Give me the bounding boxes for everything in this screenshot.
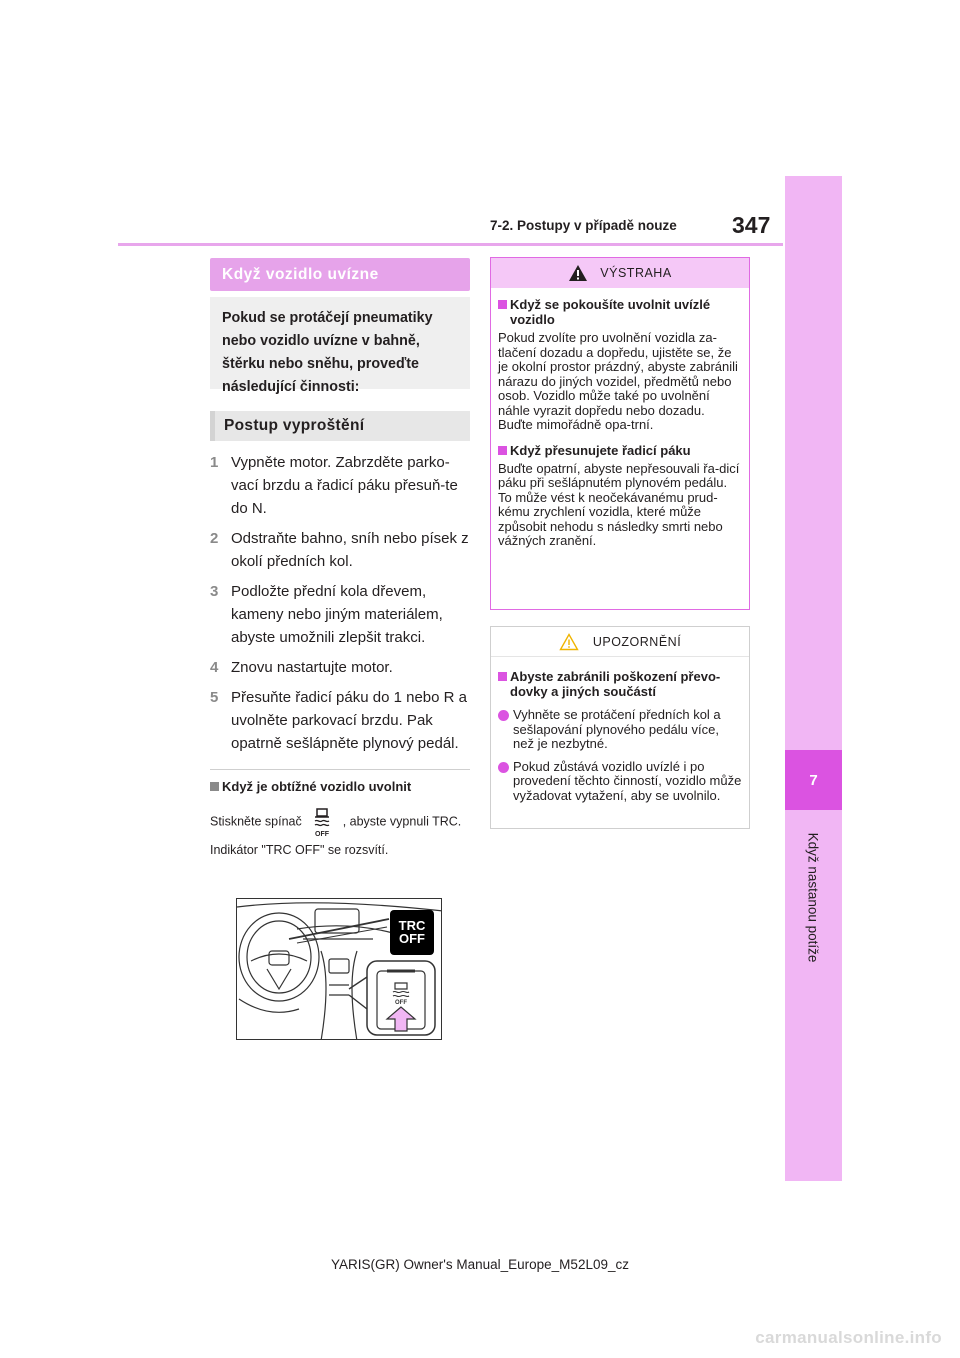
step-text: Podložte přední kola dřevem, kameny nebo jiným materiálem, abyste umožnili zlepšit trakci. — [231, 583, 443, 646]
chapter-number: 7 — [785, 750, 842, 810]
chapter-side-tab — [785, 176, 842, 1181]
step-text: Znovu nastartujte motor. — [231, 659, 393, 676]
step-item — [210, 451, 470, 520]
warning-item-text: Pokud zvolíte pro uvolnění vozidla za-tlačení dozadu a dopředu, ujistěte se, že je okolní prostor prázdný, abyste zabránili nárazu do jiných vozidel, předmětů nebo osob. Vozidlo může také po uvolnění náhle vyrazit dopředu nebo dozadu. Buďte mimořádně opa-trní. — [498, 330, 738, 432]
warning-box — [490, 257, 750, 610]
procedure-heading: Postup vyproštění — [210, 411, 470, 441]
trc-badge-line1: TRC — [398, 918, 426, 933]
main-heading: Když vozidlo uvízne — [210, 258, 470, 291]
warning-item-heading-text: Když se pokoušíte uvolnit uvízlé vozidlo — [510, 297, 711, 327]
difficult-heading-text: Když je obtížné vozidlo uvolnit — [222, 779, 412, 794]
watermark: carmanualsonline.info — [755, 1328, 942, 1347]
warning-triangle-icon — [568, 264, 588, 282]
page-number: 347 — [732, 212, 771, 238]
indicator-note: Indikátor "TRC OFF" se rozsvítí. — [210, 843, 389, 857]
bullet-dot-icon — [498, 762, 509, 773]
step-number: 1 — [210, 454, 219, 471]
warning-item-text: To může vést k neočekávanému prud-kému zrychlení vozidla, které může způsobit nehodu s následky smrti nebo vážných zranění. — [498, 489, 723, 548]
step-text: Odstraňte bahno, sníh nebo písek z okolí předních kol. — [231, 530, 469, 570]
step-text: Přesuňte řadicí páku do 1 nebo R a uvolněte parkovací brzdu. Pak opatrně sešlápněte plynový pedál. — [231, 689, 467, 752]
procedure-steps — [210, 451, 470, 755]
step-item — [210, 580, 470, 649]
square-bullet-icon — [498, 672, 507, 681]
trc-off-switch-icon — [309, 806, 335, 838]
instruction-after-icon: , abyste vypnuli TRC. — [342, 814, 462, 829]
step-number: 5 — [210, 689, 219, 706]
step-item — [210, 686, 470, 755]
switch-off-label: OFF — [315, 831, 330, 838]
trc-badge-line2: OFF — [399, 931, 425, 946]
instruction-before-icon: Stiskněte spínač — [210, 814, 302, 829]
bullet-dot-icon — [498, 710, 509, 721]
caution-bullet — [498, 760, 743, 804]
warning-item-heading — [498, 297, 743, 327]
trc-off-indicator — [390, 910, 434, 955]
square-bullet-icon — [210, 782, 219, 791]
step-item — [210, 527, 470, 573]
header-rule — [118, 243, 783, 246]
step-item — [210, 656, 470, 679]
square-bullet-icon — [498, 300, 507, 309]
difficult-heading — [210, 779, 470, 794]
caution-heading — [498, 669, 743, 699]
chapter-title: Když nastanou potíže — [805, 832, 821, 963]
warning-item-text: Buďte opatrní, abyste nepřesouvali řa-dicí páku při sešlápnutém plynovém pedálu. — [498, 460, 740, 490]
intro-box: Pokud se protáčejí pneumatiky nebo vozidlo uvízne v bahně, štěrku nebo sněhu, proveďte následující činnosti: — [210, 297, 470, 389]
caution-triangle-icon — [559, 633, 579, 651]
caution-title: UPOZORNĚNÍ — [592, 634, 682, 649]
caution-bullet — [498, 708, 743, 752]
step-number: 4 — [210, 659, 219, 676]
step-number: 2 — [210, 530, 219, 547]
warning-item-heading — [498, 443, 743, 458]
step-number: 3 — [210, 583, 219, 600]
caution-bullet-text: Pokud zůstává vozidlo uvízlé i po provedení těchto činností, vozidlo může vyžadovat vytažení, aby se uvolnilo. — [513, 758, 742, 803]
section-divider — [210, 769, 470, 770]
warning-title: VÝSTRAHA — [600, 266, 672, 280]
inset-off-label: OFF — [395, 1000, 407, 1006]
step-text: Vypněte motor. Zabrzděte parko-vací brzdu a řadicí páku přesuň-te do N. — [231, 454, 458, 517]
difficult-instruction — [210, 806, 470, 838]
caution-box — [490, 626, 750, 829]
caution-heading-text: Abyste zabránili poškození převo-dovky a jiných součástí — [510, 669, 721, 699]
section-heading: 7-2. Postupy v případě nouze — [490, 218, 677, 233]
caution-bullet-text: Vyhněte se protáčení předních kol a sešlapování plynového pedálu více, než je nezbytné. — [513, 707, 721, 751]
warning-header — [491, 258, 749, 288]
warning-item-heading-text: Když přesunujete řadicí páku — [510, 442, 691, 458]
footer-manual-id: YARIS(GR) Owner's Manual_Europe_M52L09_cz — [331, 1257, 629, 1272]
square-bullet-icon — [498, 446, 507, 455]
caution-header — [491, 627, 749, 657]
main-column — [210, 258, 470, 860]
